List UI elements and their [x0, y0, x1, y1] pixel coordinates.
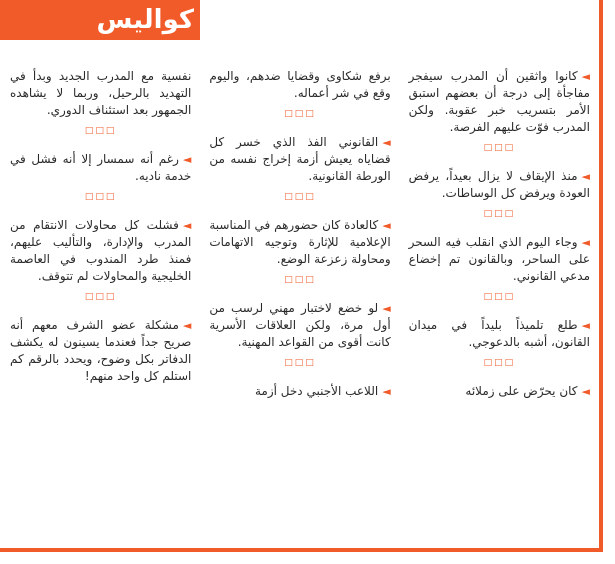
paragraph-separator: □□□: [84, 292, 117, 302]
bullet-arrow-icon: ◄: [581, 70, 590, 83]
paragraph: ◄كالعادة كان حضورهم في المناسبة الإعلامية للإثارة وتوجيه الاتهامات ومحاولة زعزعة الوضع.: [209, 218, 391, 266]
paragraph: ◄كانوا واثقين أن المدرب سيفجر مفاجأة إلى درجة أن بعضهم استبق الأمر بتسريب خبر عقوبة. ولكن المدرب فوّت عليهم الفرصة.: [408, 69, 590, 134]
bullet-arrow-icon: ◄: [382, 302, 391, 315]
paragraph-separator: □□□: [84, 126, 117, 136]
paragraph: ◄لو خضع لاختبار مهني لرسب من أول مرة، ولكن العلاقات الأسرية كانت أقوى من القواعد المهنية.: [209, 301, 391, 349]
paragraph: ◄كان يحرّض على زملائه: [465, 384, 590, 398]
column-right: [409, 68, 590, 543]
paragraph-separator: □□□: [483, 358, 516, 368]
bullet-arrow-icon: ◄: [182, 153, 192, 166]
column-left: [10, 68, 191, 543]
paragraph: ◄فشلت كل محاولات الانتقام من المدرب والإدارة، والتأليب عليهم، فمنذ طرد المندوب في العاصمة الخليجية والمحاولات لم تتوقف.: [10, 218, 192, 283]
paragraph: برفع شكاوى وقضايا ضدهم، واليوم وقع في شر أعماله.: [209, 69, 391, 100]
paragraph-separator: □□□: [483, 292, 516, 302]
paragraph: ◄رغم أنه سمسار إلا أنه فشل في خدمة ناديه.: [10, 152, 192, 183]
paragraph: ◄اللاعب الأجنبي دخل أزمة: [254, 384, 391, 398]
paragraph: نفسية مع المدرب الجديد وبدأ في التهديد بالرحيل، وربما لا يشاهده الجمهور بعد استئناف الدوري.: [10, 69, 192, 117]
paragraph: ◄منذ الإيقاف لا يزال بعيداً، يرفض العودة ويرفض كل الوساطات.: [408, 169, 590, 200]
paragraph-separator: □□□: [483, 209, 516, 219]
paragraph: ◄مشكلة عضو الشرف معهم أنه صريح جداً فعندما يسينون له يكشف الدفاتر بكل وضوح، ويحدد بالرقم كم استلم كل واحد منهم!: [10, 318, 192, 383]
bullet-arrow-icon: ◄: [581, 170, 590, 183]
paragraph: ◄القانوني الفذ الذي خسر كل قضاياه يعيش أزمة إخراج نفسه من الورطة القانونية.: [209, 135, 391, 183]
section-header: [0, 0, 200, 40]
paragraph-separator: □□□: [284, 192, 316, 202]
bullet-arrow-icon: ◄: [581, 385, 590, 398]
paragraph-separator: □□□: [284, 109, 316, 119]
paragraph-separator: □□□: [84, 192, 117, 202]
bullet-arrow-icon: ◄: [382, 136, 391, 149]
paragraph: ◄وجاء اليوم الذي انقلب فيه السحر على الساحر، وبالقانون تم إخضاع مدعي القانوني.: [408, 235, 590, 283]
bullet-arrow-icon: ◄: [182, 219, 192, 232]
article-body: [10, 68, 590, 543]
bullet-arrow-icon: ◄: [382, 219, 391, 232]
bullet-arrow-icon: ◄: [581, 236, 590, 249]
bullet-arrow-icon: ◄: [182, 319, 192, 332]
paragraph-separator: □□□: [284, 275, 316, 285]
column-middle: [209, 68, 390, 543]
paragraph-separator: □□□: [284, 358, 316, 368]
paragraph-separator: □□□: [483, 143, 516, 153]
bullet-arrow-icon: ◄: [382, 385, 391, 398]
bullet-arrow-icon: ◄: [581, 319, 590, 332]
section-title: كواليس: [96, 5, 194, 35]
paragraph: ◄طلع تلميذاً بليداً في ميدان القانون، أشبه بالدعوجي.: [408, 318, 590, 349]
